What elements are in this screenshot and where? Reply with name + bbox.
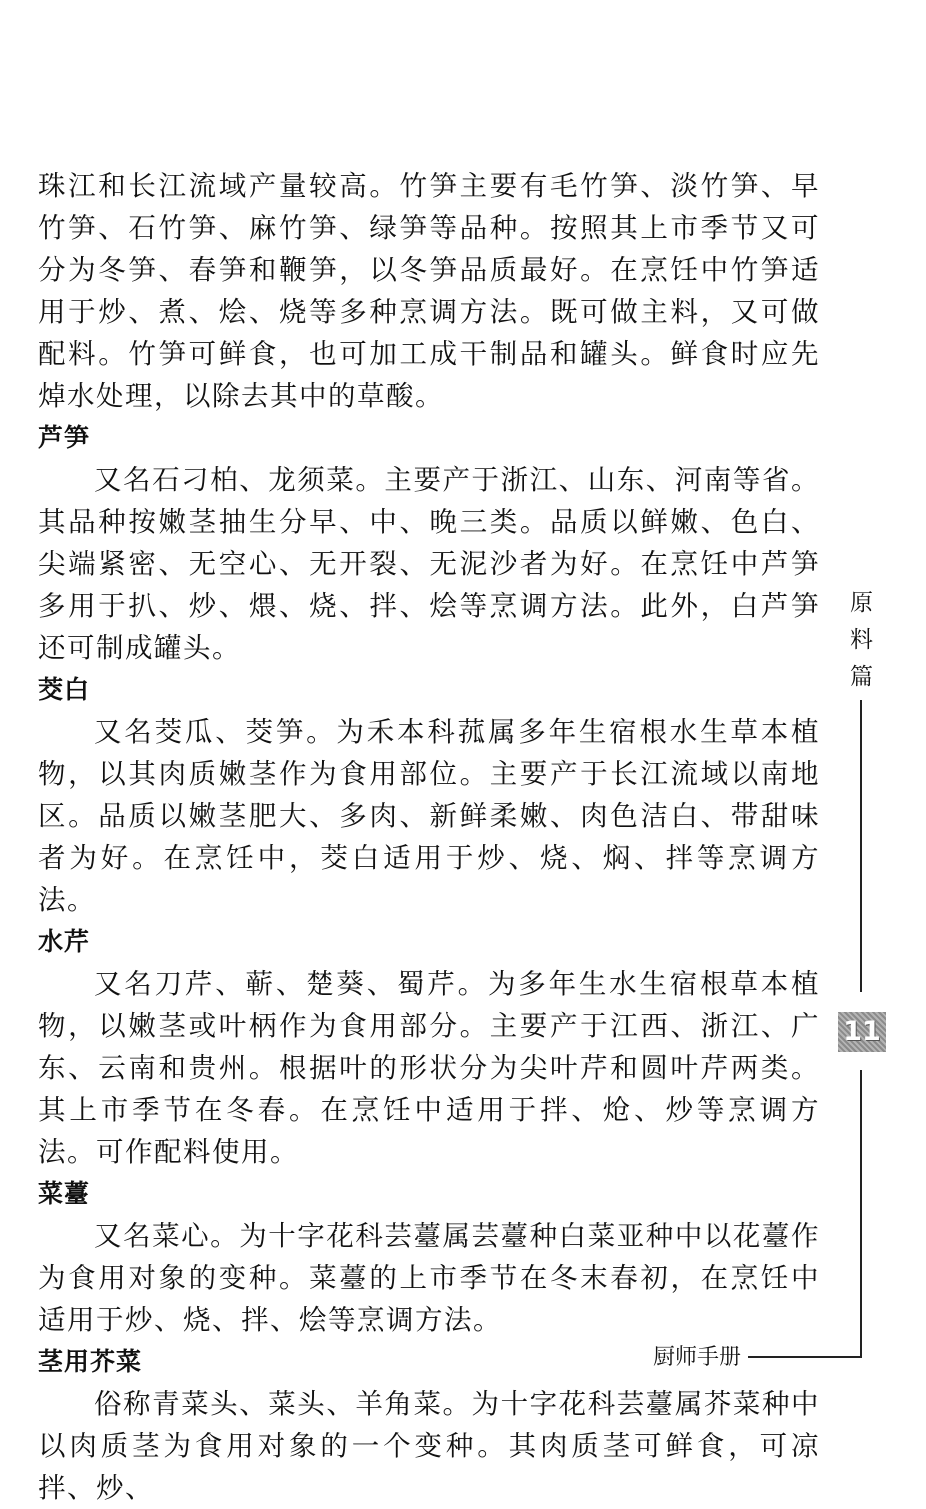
heading-water-celery: 水芹 [38,927,91,956]
paragraph-stem-mustard: 俗称青菜头、菜头、羊角菜。为十字花科芸薹属芥菜种中以肉质茎为食用对象的一个变种。其肉质茎可鲜食，可凉拌、炒、 [38,1388,820,1504]
side-tab-char: 原 [850,590,873,616]
paragraph-water-celery: 又名刀芹、蕲、楚葵、蜀芹。为多年生水生宿根草本植物，以嫩茎或叶柄作为食用部分。主要产于江西、浙江、广东、云南和贵州。根据叶的形状分为尖叶芹和圆叶芹两类。其上市季节在冬春。在烹饪中适用于拌、炝、炒等烹调方法。可作配料使用。 [38,968,820,1168]
side-tab-char: 料 [850,627,873,653]
page-number: 11 [838,1012,886,1052]
heading-stem-mustard: 茎用芥菜 [38,1347,143,1376]
footer-rule [748,1356,862,1358]
side-tab-char: 篇 [850,664,873,690]
paragraph-asparagus: 又名石刁柏、龙须菜。主要产于浙江、山东、河南等省。其品种按嫩茎抽生分早、中、晚三类。品质以鲜嫩、色白、尖端紧密、无空心、无开裂、无泥沙者为好。在烹饪中芦笋多用于扒、炒、煨、烧、拌、烩等烹调方法。此外，白芦笋还可制成罐头。 [38,464,820,664]
footer-book-title: 厨师手册 [653,1345,742,1370]
heading-asparagus: 芦笋 [38,423,91,452]
main-text [38,165,820,1509]
paragraph-flowering-cabbage: 又名菜心。为十字花科芸薹属芸薹种白菜亚种中以花薹作为食用对象的变种。菜薹的上市季节在冬末春初，在烹饪中适用于炒、烧、拌、烩等烹调方法。 [38,1220,820,1336]
side-rule-lower [860,1070,862,1357]
side-rule-upper [860,700,862,992]
side-section-tab [850,585,872,696]
paragraph-bamboo-shoots: 珠江和长江流域产量较高。竹笋主要有毛竹笋、淡竹笋、早竹笋、石竹笋、麻竹笋、绿笋等品种。按照其上市季节又可分为冬笋、春笋和鞭笋，以冬笋品质最好。在烹饪中竹笋适用于炒、煮、烩、烧等多种烹调方法。既可做主料，又可做配料。竹笋可鲜食，也可加工成干制品和罐头。鲜食时应先焯水处理，以除去其中的草酸。 [38,170,820,412]
heading-water-bamboo: 茭白 [38,675,91,704]
heading-flowering-cabbage: 菜薹 [38,1179,91,1208]
paragraph-water-bamboo: 又名茭瓜、茭笋。为禾本科菰属多年生宿根水生草本植物，以其肉质嫩茎作为食用部位。主要产于长江流域以南地区。品质以嫩茎肥大、多肉、新鲜柔嫩、肉色洁白、带甜味者为好。在烹饪中，茭白适用于炒、烧、焖、拌等烹调方法。 [38,716,820,916]
